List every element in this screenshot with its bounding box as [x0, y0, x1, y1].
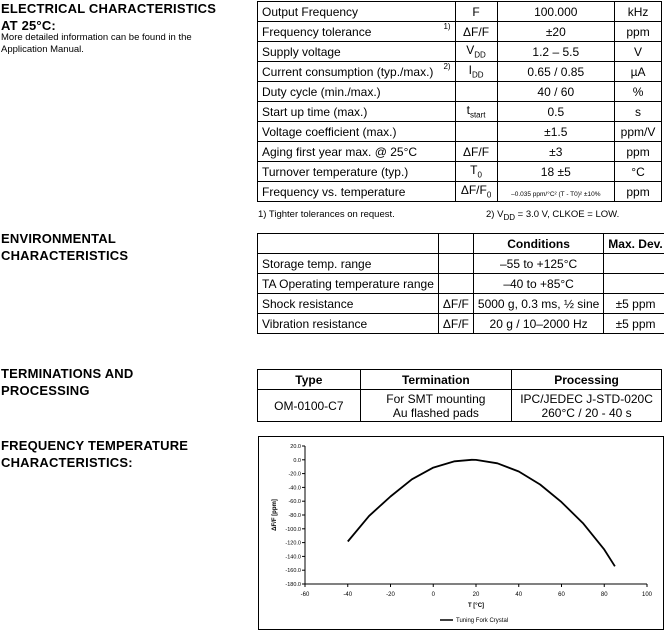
param-name — [258, 62, 456, 82]
env-symbol — [438, 254, 473, 274]
symbol-main: t — [467, 103, 470, 117]
param-name — [258, 42, 456, 62]
termination-line2: Au flashed pads — [365, 406, 507, 420]
param-value-cell — [497, 162, 615, 182]
electrical-row — [258, 162, 662, 182]
param-value: ±1.5 — [544, 125, 567, 139]
env-maxdev: ±5 ppm — [604, 314, 664, 334]
param-label: Frequency tolerance — [262, 25, 371, 39]
param-name — [258, 82, 456, 102]
param-value-cell — [497, 142, 615, 162]
terminations-title-line2: PROCESSING — [1, 382, 133, 399]
param-symbol — [455, 82, 497, 102]
environmental-row — [258, 274, 664, 294]
symbol-sub: start — [470, 111, 486, 120]
param-footnote-ref: 2) — [443, 62, 450, 71]
environmental-title — [1, 230, 128, 264]
param-value-cell — [497, 2, 615, 22]
param-label: Aging first year max. @ 25°C — [262, 145, 417, 159]
param-value: 18 ±5 — [541, 165, 571, 179]
param-name — [258, 102, 456, 122]
chart-frame — [258, 436, 664, 630]
environmental-header-row — [258, 234, 664, 254]
x-tick-label: -60 — [301, 592, 310, 598]
electrical-title — [1, 0, 216, 34]
terminations-table — [257, 369, 662, 422]
environmental-header-blank2 — [438, 234, 473, 254]
electrical-row — [258, 142, 662, 162]
param-value: 0.65 / 0.85 — [527, 65, 584, 79]
param-name — [258, 162, 456, 182]
x-tick-label: 60 — [558, 592, 565, 598]
param-unit: ppm/V — [615, 122, 662, 142]
param-value: 0.5 — [547, 105, 564, 119]
environmental-row — [258, 294, 664, 314]
y-axis-label: ΔF/F [ppm] — [272, 499, 278, 531]
y-tick-label: -100.0 — [285, 527, 301, 533]
freqtemp-title — [1, 437, 188, 471]
param-symbol — [455, 102, 497, 122]
param-label: Duty cycle (min./max.) — [262, 85, 381, 99]
terminations-title-line1: TERMINATIONS AND — [1, 365, 133, 382]
footnote-2-prefix: 2) V — [486, 209, 503, 220]
series-line — [348, 460, 615, 567]
param-unit: ppm — [615, 22, 662, 42]
env-symbol: ΔF/F — [438, 314, 473, 334]
param-unit: % — [615, 82, 662, 102]
param-value-cell — [497, 62, 615, 82]
param-symbol — [455, 42, 497, 62]
terminations-row — [258, 390, 662, 422]
param-value: 1.2 – 5.5 — [532, 45, 579, 59]
param-footnote-ref: 1) — [443, 22, 450, 31]
param-label: Turnover temperature (typ.) — [262, 165, 408, 179]
param-unit: ppm — [615, 182, 662, 202]
electrical-row — [258, 122, 662, 142]
x-tick-label: 100 — [642, 592, 653, 598]
param-name — [258, 22, 456, 42]
environmental-header-conditions: Conditions — [473, 234, 603, 254]
environmental-header-maxdev: Max. Dev. — [604, 234, 664, 254]
env-param: TA Operating temperature range — [258, 274, 439, 294]
param-symbol — [455, 182, 497, 202]
symbol-main: ΔF/F — [461, 183, 487, 197]
y-tick-label: 20.0 — [290, 444, 301, 450]
y-tick-label: -80.0 — [288, 513, 301, 519]
param-name — [258, 142, 456, 162]
environmental-row — [258, 314, 664, 334]
x-tick-label: 80 — [601, 592, 608, 598]
param-label: Voltage coefficient (max.) — [262, 125, 397, 139]
footnote-2 — [486, 209, 619, 222]
x-axis-label: T [°C] — [468, 603, 484, 609]
electrical-title-line2: AT 25°C: — [1, 17, 216, 34]
terminations-header-row — [258, 370, 662, 390]
processing-line2: 260°C / 20 - 40 s — [516, 406, 657, 420]
freqtemp-title-line2: CHARACTERISTICS: — [1, 454, 188, 471]
terminations-header-type: Type — [258, 370, 361, 390]
electrical-note-line2: Application Manual. — [1, 44, 192, 56]
environmental-header-blank1 — [258, 234, 439, 254]
env-condition: –55 to +125°C — [473, 254, 603, 274]
env-condition: –40 to +85°C — [473, 274, 603, 294]
param-name — [258, 182, 456, 202]
footnote-1: 1) Tighter tolerances on request. — [258, 209, 395, 220]
symbol-sub: DD — [472, 71, 484, 80]
env-symbol: ΔF/F — [438, 294, 473, 314]
param-value-cell — [497, 82, 615, 102]
env-param: Shock resistance — [258, 294, 439, 314]
electrical-note — [1, 32, 192, 56]
footnote-2-suffix: = 3.0 V, CLKOE = LOW. — [515, 209, 619, 220]
terminations-termination — [360, 390, 511, 422]
symbol-main: V — [466, 43, 474, 57]
param-value-cell — [497, 102, 615, 122]
x-tick-label: 40 — [515, 592, 522, 598]
env-symbol — [438, 274, 473, 294]
terminations-title — [1, 365, 133, 399]
x-tick-label: 20 — [473, 592, 480, 598]
symbol-main: F — [472, 5, 479, 19]
env-param: Vibration resistance — [258, 314, 439, 334]
freqtemp-title-line1: FREQUENCY TEMPERATURE — [1, 437, 188, 454]
terminations-header-termination: Termination — [360, 370, 511, 390]
y-tick-label: -120.0 — [285, 541, 301, 547]
y-tick-label: -60.0 — [288, 499, 301, 505]
param-unit: V — [615, 42, 662, 62]
environmental-title-line2: CHARACTERISTICS — [1, 247, 128, 264]
param-unit: kHz — [615, 2, 662, 22]
x-tick-label: -40 — [343, 592, 352, 598]
footnote-2-sub: DD — [503, 213, 515, 222]
symbol-main: ΔF/F — [463, 145, 489, 159]
param-value: ±20 — [546, 25, 566, 39]
y-tick-label: 0.0 — [293, 458, 301, 464]
electrical-row — [258, 82, 662, 102]
x-tick-label: 0 — [432, 592, 436, 598]
param-unit: ppm — [615, 142, 662, 162]
electrical-table — [257, 1, 662, 202]
param-value-cell — [497, 122, 615, 142]
param-symbol — [455, 122, 497, 142]
param-name — [258, 2, 456, 22]
processing-line1: IPC/JEDEC J-STD-020C — [516, 392, 657, 406]
electrical-row — [258, 42, 662, 62]
environmental-row — [258, 254, 664, 274]
symbol-main: I — [469, 63, 472, 77]
param-label: Start up time (max.) — [262, 105, 367, 119]
param-symbol — [455, 22, 497, 42]
frequency-temperature-chart — [259, 437, 663, 629]
electrical-row — [258, 102, 662, 122]
symbol-sub: 0 — [487, 191, 491, 200]
param-unit: s — [615, 102, 662, 122]
param-name — [258, 122, 456, 142]
env-condition: 5000 g, 0.3 ms, ½ sine — [473, 294, 603, 314]
termination-line1: For SMT mounting — [365, 392, 507, 406]
param-label: Supply voltage — [262, 45, 341, 59]
y-tick-label: -160.0 — [285, 568, 301, 574]
param-symbol — [455, 162, 497, 182]
y-tick-label: -180.0 — [285, 582, 301, 588]
param-value: 100.000 — [534, 5, 577, 19]
param-value-cell — [497, 182, 615, 202]
electrical-row — [258, 182, 662, 202]
x-tick-label: -20 — [386, 592, 395, 598]
param-label: Output Frequency — [262, 5, 358, 19]
param-value: –0.035 ppm/°C² (T - T0)² ±10% — [511, 191, 600, 198]
electrical-row — [258, 2, 662, 22]
terminations-type: OM-0100-C7 — [258, 390, 361, 422]
param-symbol — [455, 62, 497, 82]
electrical-row — [258, 62, 662, 82]
electrical-note-line1: More detailed information can be found in the — [1, 32, 192, 44]
env-condition: 20 g / 10–2000 Hz — [473, 314, 603, 334]
env-maxdev — [604, 274, 664, 294]
param-value-cell — [497, 22, 615, 42]
y-tick-label: -20.0 — [288, 472, 301, 478]
param-value: 40 / 60 — [537, 85, 574, 99]
param-unit: µA — [615, 62, 662, 82]
env-maxdev: ±5 ppm — [604, 294, 664, 314]
legend-label: Tuning Fork Crystal — [456, 618, 508, 624]
symbol-main: T — [470, 163, 477, 177]
param-symbol — [455, 142, 497, 162]
symbol-main: ΔF/F — [463, 25, 489, 39]
terminations-header-processing: Processing — [512, 370, 662, 390]
param-unit: °C — [615, 162, 662, 182]
param-symbol — [455, 2, 497, 22]
param-label: Frequency vs. temperature — [262, 185, 405, 199]
param-value-cell — [497, 42, 615, 62]
environmental-table — [257, 233, 664, 334]
y-tick-label: -40.0 — [288, 485, 301, 491]
electrical-title-line1: ELECTRICAL CHARACTERISTICS — [1, 0, 216, 17]
env-param: Storage temp. range — [258, 254, 439, 274]
param-value: ±3 — [549, 145, 562, 159]
y-tick-label: -140.0 — [285, 554, 301, 560]
environmental-title-line1: ENVIRONMENTAL — [1, 230, 128, 247]
electrical-row — [258, 22, 662, 42]
terminations-processing — [512, 390, 662, 422]
param-label: Current consumption (typ./max.) — [262, 65, 433, 79]
symbol-sub: 0 — [477, 171, 481, 180]
env-maxdev — [604, 254, 664, 274]
symbol-sub: DD — [474, 51, 486, 60]
